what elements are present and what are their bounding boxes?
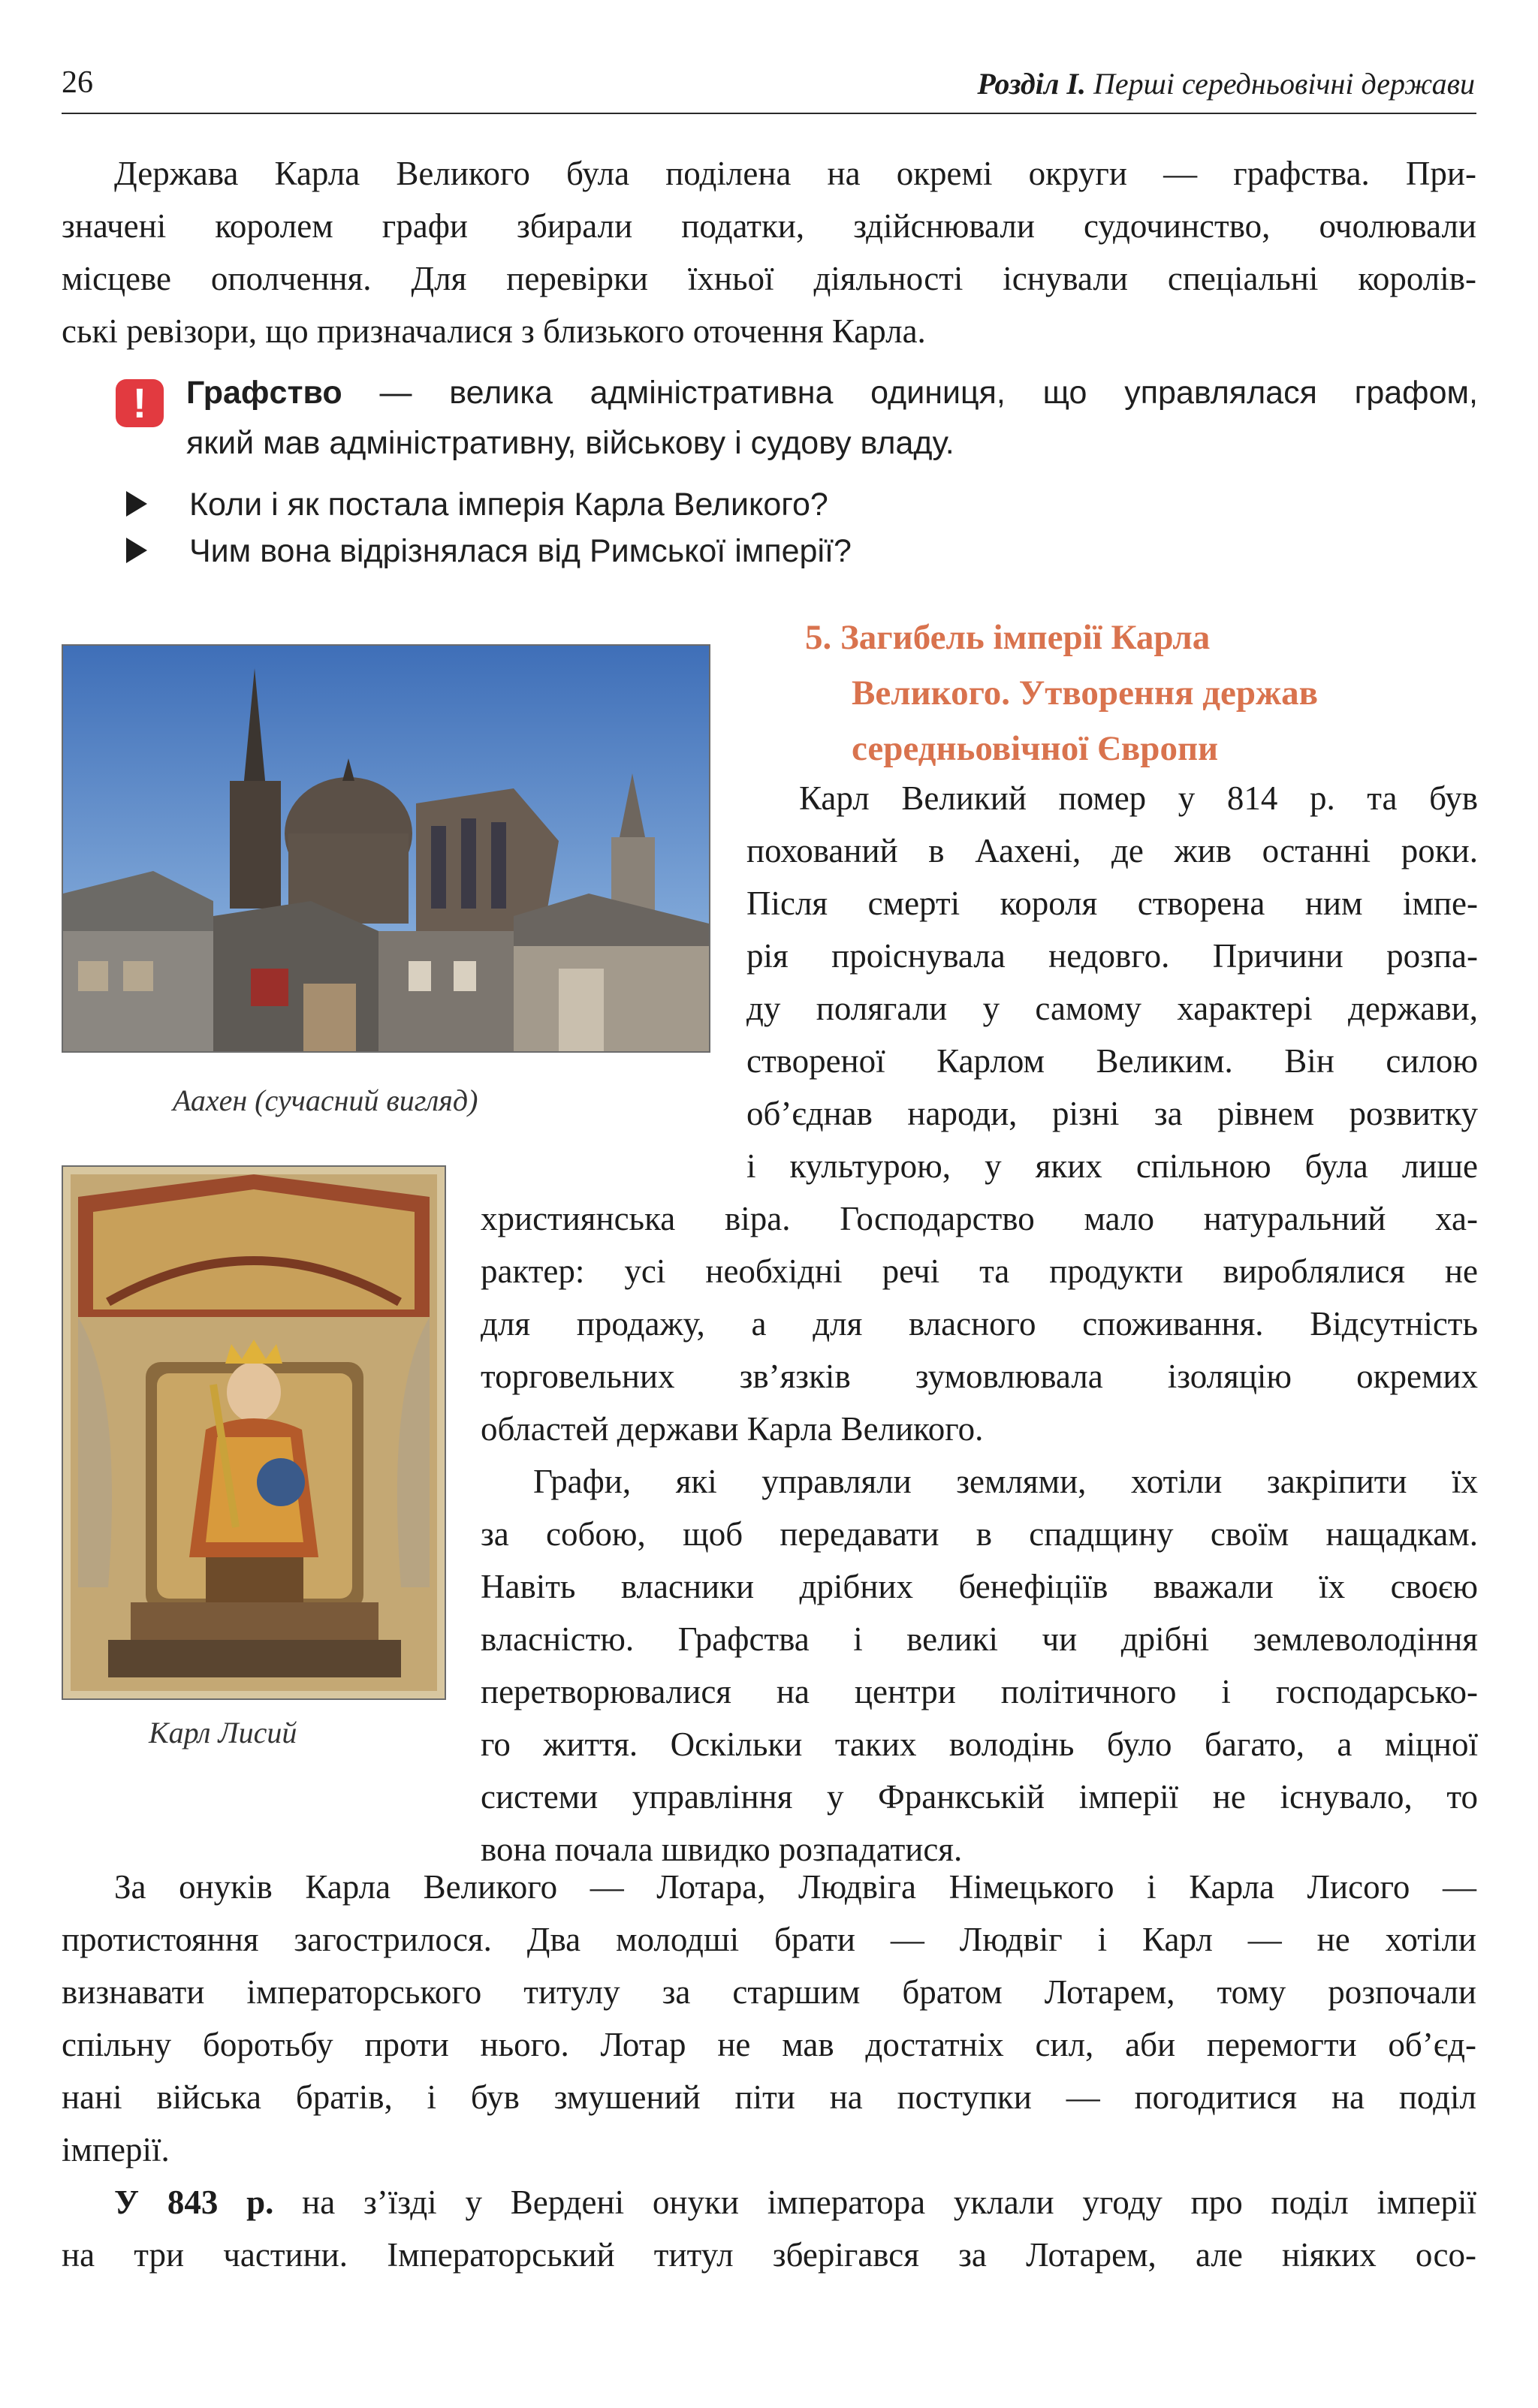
text-line: го життя. Оскільки таких володінь було багато, а міцної <box>481 1725 1478 1763</box>
column-paragraph-wide <box>481 1192 1478 1876</box>
text-line: областей держави Карла Великого. <box>481 1410 984 1448</box>
triangle-bullet-icon <box>126 538 147 563</box>
text-line: власністю. Графства і великі чи дрібні землеволодіння <box>481 1620 1478 1658</box>
section-label: Розділ I. <box>977 67 1086 101</box>
verdun-paragraph <box>62 2176 1476 2281</box>
attention-icon <box>116 379 164 427</box>
text-line: на з’їзді у Вердені онуки імператора уклали угоду про поділ імперії <box>273 2183 1476 2221</box>
karl-the-bald-miniature <box>62 1165 446 1700</box>
triangle-bullet-icon <box>126 491 147 517</box>
text-line: Після смерті короля створена ним імпе- <box>746 885 1478 922</box>
definition-line: — велика адміністративна одиниця, що управлялася графом, <box>342 375 1478 411</box>
text-line: християнська віра. Господарство мало натуральний ха- <box>481 1200 1478 1237</box>
karl-caption: Карл Лисий <box>149 1716 297 1749</box>
definition-line: який мав адміністративну, військову і судову владу. <box>186 425 954 461</box>
text-line: імперії. <box>62 2131 170 2168</box>
text-line: створеної Карлом Великим. Він силою <box>746 1042 1478 1080</box>
header-rule <box>62 113 1476 114</box>
intro-paragraph <box>62 147 1476 357</box>
text-line: Держава Карла Великого була поділена на окремі округи — графства. При- <box>114 155 1476 192</box>
heading-line: 5. Загибель імперії Карла <box>805 618 1211 657</box>
text-line: ські ревізори, що призначалися з близького оточення Карла. <box>62 312 926 350</box>
aachen-caption: Аахен (сучасний вигляд) <box>173 1083 478 1117</box>
text-line: для продажу, а для власного споживання. Відсутність <box>481 1305 1478 1343</box>
year-bold: У 843 р. <box>114 2183 274 2221</box>
text-line: рактер: усі необхідні речі та продукти вироблялися не <box>481 1252 1478 1290</box>
text-line: протистояння загострилося. Два молодші брати — Людвіг і Карл — не хотіли <box>62 1921 1476 1958</box>
text-line: Карл Великий помер у 814 р. та був <box>799 779 1478 817</box>
definition <box>186 368 1478 469</box>
text-line: торговельних зв’язків зумовлювала ізоляцію окремих <box>481 1358 1478 1395</box>
definition-term: Графство <box>186 375 342 411</box>
text-line: Навіть власники дрібних бенефіціїв вважали їх своєю <box>481 1568 1478 1605</box>
text-line: рія проіснувала недовго. Причини розпа- <box>746 937 1478 975</box>
text-line: похований в Аахені, де жив останні роки. <box>746 832 1478 869</box>
text-line: вона почала швидко розпадатися. <box>481 1831 963 1868</box>
grandsons-paragraph <box>62 1861 1476 2176</box>
text-line: нані війська братів, і був змушений піти на поступки — погодитися на поділ <box>62 2078 1476 2116</box>
section-title: Перші середньовічні держави <box>1093 67 1475 101</box>
text-line: ду полягали у самому характері держави, <box>746 990 1478 1027</box>
section-heading <box>805 610 1481 776</box>
heading-line: середньовічної Європи <box>852 729 1219 768</box>
text-line: визнавати імператорського титулу за старшим братом Лотарем, тому розпочали <box>62 1973 1476 2011</box>
aachen-photo <box>62 644 710 1053</box>
text-line: на три частини. Імператорський титул зберігався за Лотарем, але ніяких осо- <box>62 2236 1476 2274</box>
question-text: Коли і як постала імперія Карла Великого? <box>189 487 828 523</box>
column-paragraph <box>746 772 1478 1192</box>
text-line: об’єднав народи, різні за рівнем розвитку <box>746 1095 1478 1132</box>
text-line: системи управління у Франкській імперії не існувало, то <box>481 1778 1478 1816</box>
text-line: За онуків Карла Великого — Лотара, Людвіга Німецького і Карла Лисого — <box>114 1868 1476 1906</box>
page-number: 26 <box>62 65 93 100</box>
heading-line: Великого. Утворення держав <box>852 674 1319 713</box>
text-line: Графи, які управляли землями, хотіли закріпити їх <box>533 1463 1478 1500</box>
question-text: Чим вона відрізнялася від Римської імперії? <box>189 533 852 569</box>
running-header <box>977 66 1475 101</box>
text-line: значені королем графи збирали податки, здійснювали судочинство, очолювали <box>62 207 1476 245</box>
text-line: за собою, щоб передавати в спадщину своїм нащадкам. <box>481 1515 1478 1553</box>
text-line: місцеве ополчення. Для перевірки їхньої діяльності існували спеціальні королів- <box>62 260 1476 297</box>
text-line: перетворювалися на центри політичного і господарсько- <box>481 1673 1478 1710</box>
text-line: і культурою, у яких спільною була лише <box>746 1147 1478 1185</box>
text-line: спільну боротьбу проти нього. Лотар не мав достатніх сил, аби перемогти об’єд- <box>62 2026 1476 2063</box>
